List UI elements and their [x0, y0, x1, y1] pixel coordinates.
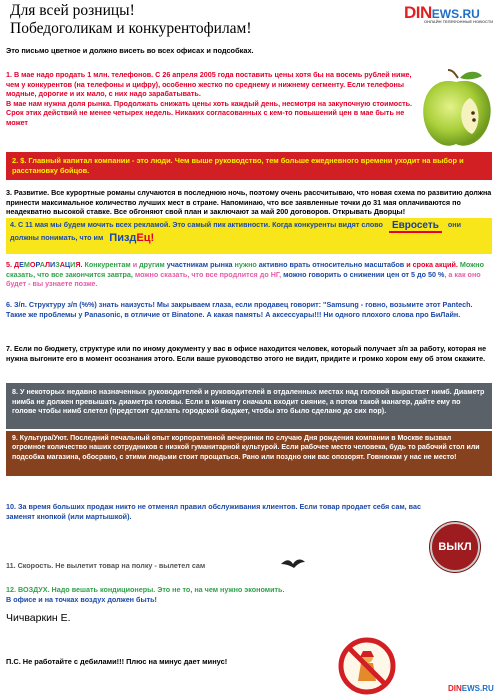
- no-entry-icon: [338, 637, 396, 695]
- demoralization-word: [14, 260, 83, 269]
- paragraph-2: 2. $. Главный капитал компании - это люди. Чем выше руководство, тем больше ежедневного времени уходит на выбор и расстановку бойцов.: [6, 152, 492, 180]
- paragraph-6: 6. З/п. Структуру з/п (%%) знать наизусть! Мы закрываем глаза, если продавец говорит: "Samsung - говно, возьмите этот Pantech. Такие же проблемы у Panasonic, в отличие от Binatone. А какая память! А аксессуары!!! Ни одного плохого слова про БиЛайн.: [6, 300, 473, 319]
- logo-tagline: ОНЛАЙН ТЕЛЕФОННЫЕ НОВОСТИ: [424, 19, 494, 24]
- signature: Чичваркин Е.: [6, 612, 71, 624]
- paragraph-1: [6, 70, 414, 128]
- page-title-line1: Для всей розницы!: [10, 2, 135, 19]
- paragraph-12: [6, 585, 492, 604]
- paragraph-3: 3. Развитие. Все курортные романы случаются в последнюю ночь, поэтому очень рассчитываю, что новая схема по развитию должна принести максимальное количество лучших мест в стране. Напоминаю, что все заявленные точки до 31 мая оплачиваются по неадекватно высокой ставке. Все обгоняют свой план и заключают за май 200 договоров. Открывать Дворцы!: [6, 188, 492, 217]
- paragraph-4-text2: они должны понимать, что им: [10, 220, 462, 242]
- demoralization-letter: А: [39, 260, 45, 269]
- demoralization-letter: Л: [44, 260, 51, 269]
- demoralization-letter: М: [23, 260, 30, 269]
- demoralization-letter: О: [29, 260, 36, 269]
- paragraph-11: 11. Скорость. Не вылетит товар на полку - вылетел сам: [6, 561, 206, 570]
- paragraph-5-num: 5.: [6, 260, 12, 269]
- p5-s8: Можно сказать, что все закончится завтра,: [6, 260, 484, 279]
- demoralization-letter: Д: [14, 260, 20, 269]
- paragraph-10: 10. За время больших продаж никто не отменял правил обслуживания клиентов. Если товар продает себя сам, вас заменят кнопкой (или мартышкой).: [6, 502, 421, 521]
- paragraph-12-line1: 12. ВОЗДУХ. Надо вешать кондиционеры. Это не то, на чем нужно экономить.: [6, 585, 285, 594]
- demoralization-letter: Е: [19, 260, 24, 269]
- page-title-line2: Победоголикам и конкурентофилам!: [10, 20, 252, 37]
- demoralization-letter: .: [80, 260, 83, 269]
- paragraph-1-text1: 1. В мае надо продать 1 млн. телефонов. С 26 апреля 2005 года поставить цены хотя бы на восемь рублей ниже, чем у конкурентов (на телефоны и цифру), особенно жестко по среднему и нижнему сегменту. Если телефоны модные, дорогие и их мало, с них надо зарабатывать.: [6, 70, 412, 99]
- dinews-logo-bottom: [448, 684, 494, 693]
- paragraph-5: [6, 260, 492, 289]
- brand-logo-part2: Ец!: [136, 232, 155, 244]
- postscript: П.С. Не работайте с дебилами!!! Плюс на минус дает минус!: [6, 657, 228, 666]
- p5-s3: другим: [139, 260, 165, 269]
- p5-s5: нужно: [232, 260, 257, 269]
- apple-icon: [418, 68, 494, 150]
- p5-s2: и: [130, 260, 140, 269]
- p5-s9: можно сказать, что все продлится до НГ,: [132, 269, 282, 279]
- logo-news: EWS.RU: [431, 7, 480, 21]
- logo-din: DIN: [404, 3, 432, 22]
- logo-bottom-news: EWS.RU: [461, 684, 494, 693]
- demoralization-letter: З: [55, 260, 60, 269]
- off-button-badge: [430, 522, 480, 572]
- demoralization-letter: Ц: [64, 260, 71, 269]
- brand-logo-part1: Пизд: [109, 232, 137, 244]
- demoralization-letter: Р: [35, 260, 40, 269]
- bird-icon: [280, 556, 306, 572]
- paragraph-1-text2: В мае нам нужна доля рынка. Продолжать снижать цены хоть каждый день, несмотря на закупочную стоимость. Срок этих действий не менее четырех недель. Никаких согласованных с кем-то повышений цен в мае быть не может: [6, 98, 413, 127]
- paragraph-7: 7. Если по бюджету, структуре или по иному документу у вас в офисе находится человек, который получает з/п за работу, которая не нужна выгоните его в момент осознания этого. Если ваше руководство этого не видит, придите и громко хором ему об этом скажите.: [6, 344, 487, 363]
- intro-text: Это письмо цветное и должно висеть во всех офисах и подсобках.: [6, 46, 254, 55]
- demoralization-letter: А: [59, 260, 65, 269]
- paragraph-4: [6, 218, 492, 254]
- p5-s10: можно говорить о снижении цен от 5 до 50 %: [281, 269, 445, 279]
- paragraph-12-line2: В офисе и на точках воздух должен быть!: [6, 594, 157, 604]
- brand-logo: [107, 233, 156, 244]
- logo-bottom-din: DIN: [448, 684, 462, 693]
- p5-s1: Конкурентам: [82, 260, 131, 269]
- p5-s4: участникам рынка: [164, 260, 233, 269]
- paragraph-9: 9. Культура/Уют. Последний печальный опыт корпоративной вечеринки по случаю Дня рождения компании в Москве вызвал огромное количество наших сотрудников с низкой гуманитарной культурой. Если рабочее место человека, будь то рабочий стол или подсобка магазина, обосрано, с этими людьми стоит прощаться. Рано или поздно они вас опозорят. Говнюкам у нас не место!: [6, 431, 492, 476]
- p5-s7: и срока акций.: [404, 260, 458, 269]
- p5-s6: активно врать относительно масштабов: [256, 260, 405, 269]
- paragraph-8: 8. У некоторых недавно назначенных руководителей и руководителей в отдаленных местах над головой вырастает нимб. Диаметр нимба не должен превышать диаметра головы. Если в комнату сначала входит сияние, а потом такой манагер, дайте ему по голове чтобы нимб слетел (предстоит сделать городской бюджет, чтобы это было сделано до сих пор).: [6, 383, 492, 429]
- paragraph-4-text1: 4. С 11 мая мы будем мочить всех рекламой. Это самый пик активности. Когда конкуренты видят слово: [10, 220, 383, 229]
- demoralization-letter: Я: [75, 260, 81, 269]
- dinews-logo: [404, 3, 494, 25]
- off-badge-label: ВЫКЛ: [438, 541, 472, 553]
- evroset-logo: Евросеть: [389, 220, 442, 233]
- demoralization-letter: И: [50, 260, 56, 269]
- p5-s11: , а как оно будет - вы узнаете позже.: [6, 269, 481, 289]
- demoralization-letter: И: [70, 260, 76, 269]
